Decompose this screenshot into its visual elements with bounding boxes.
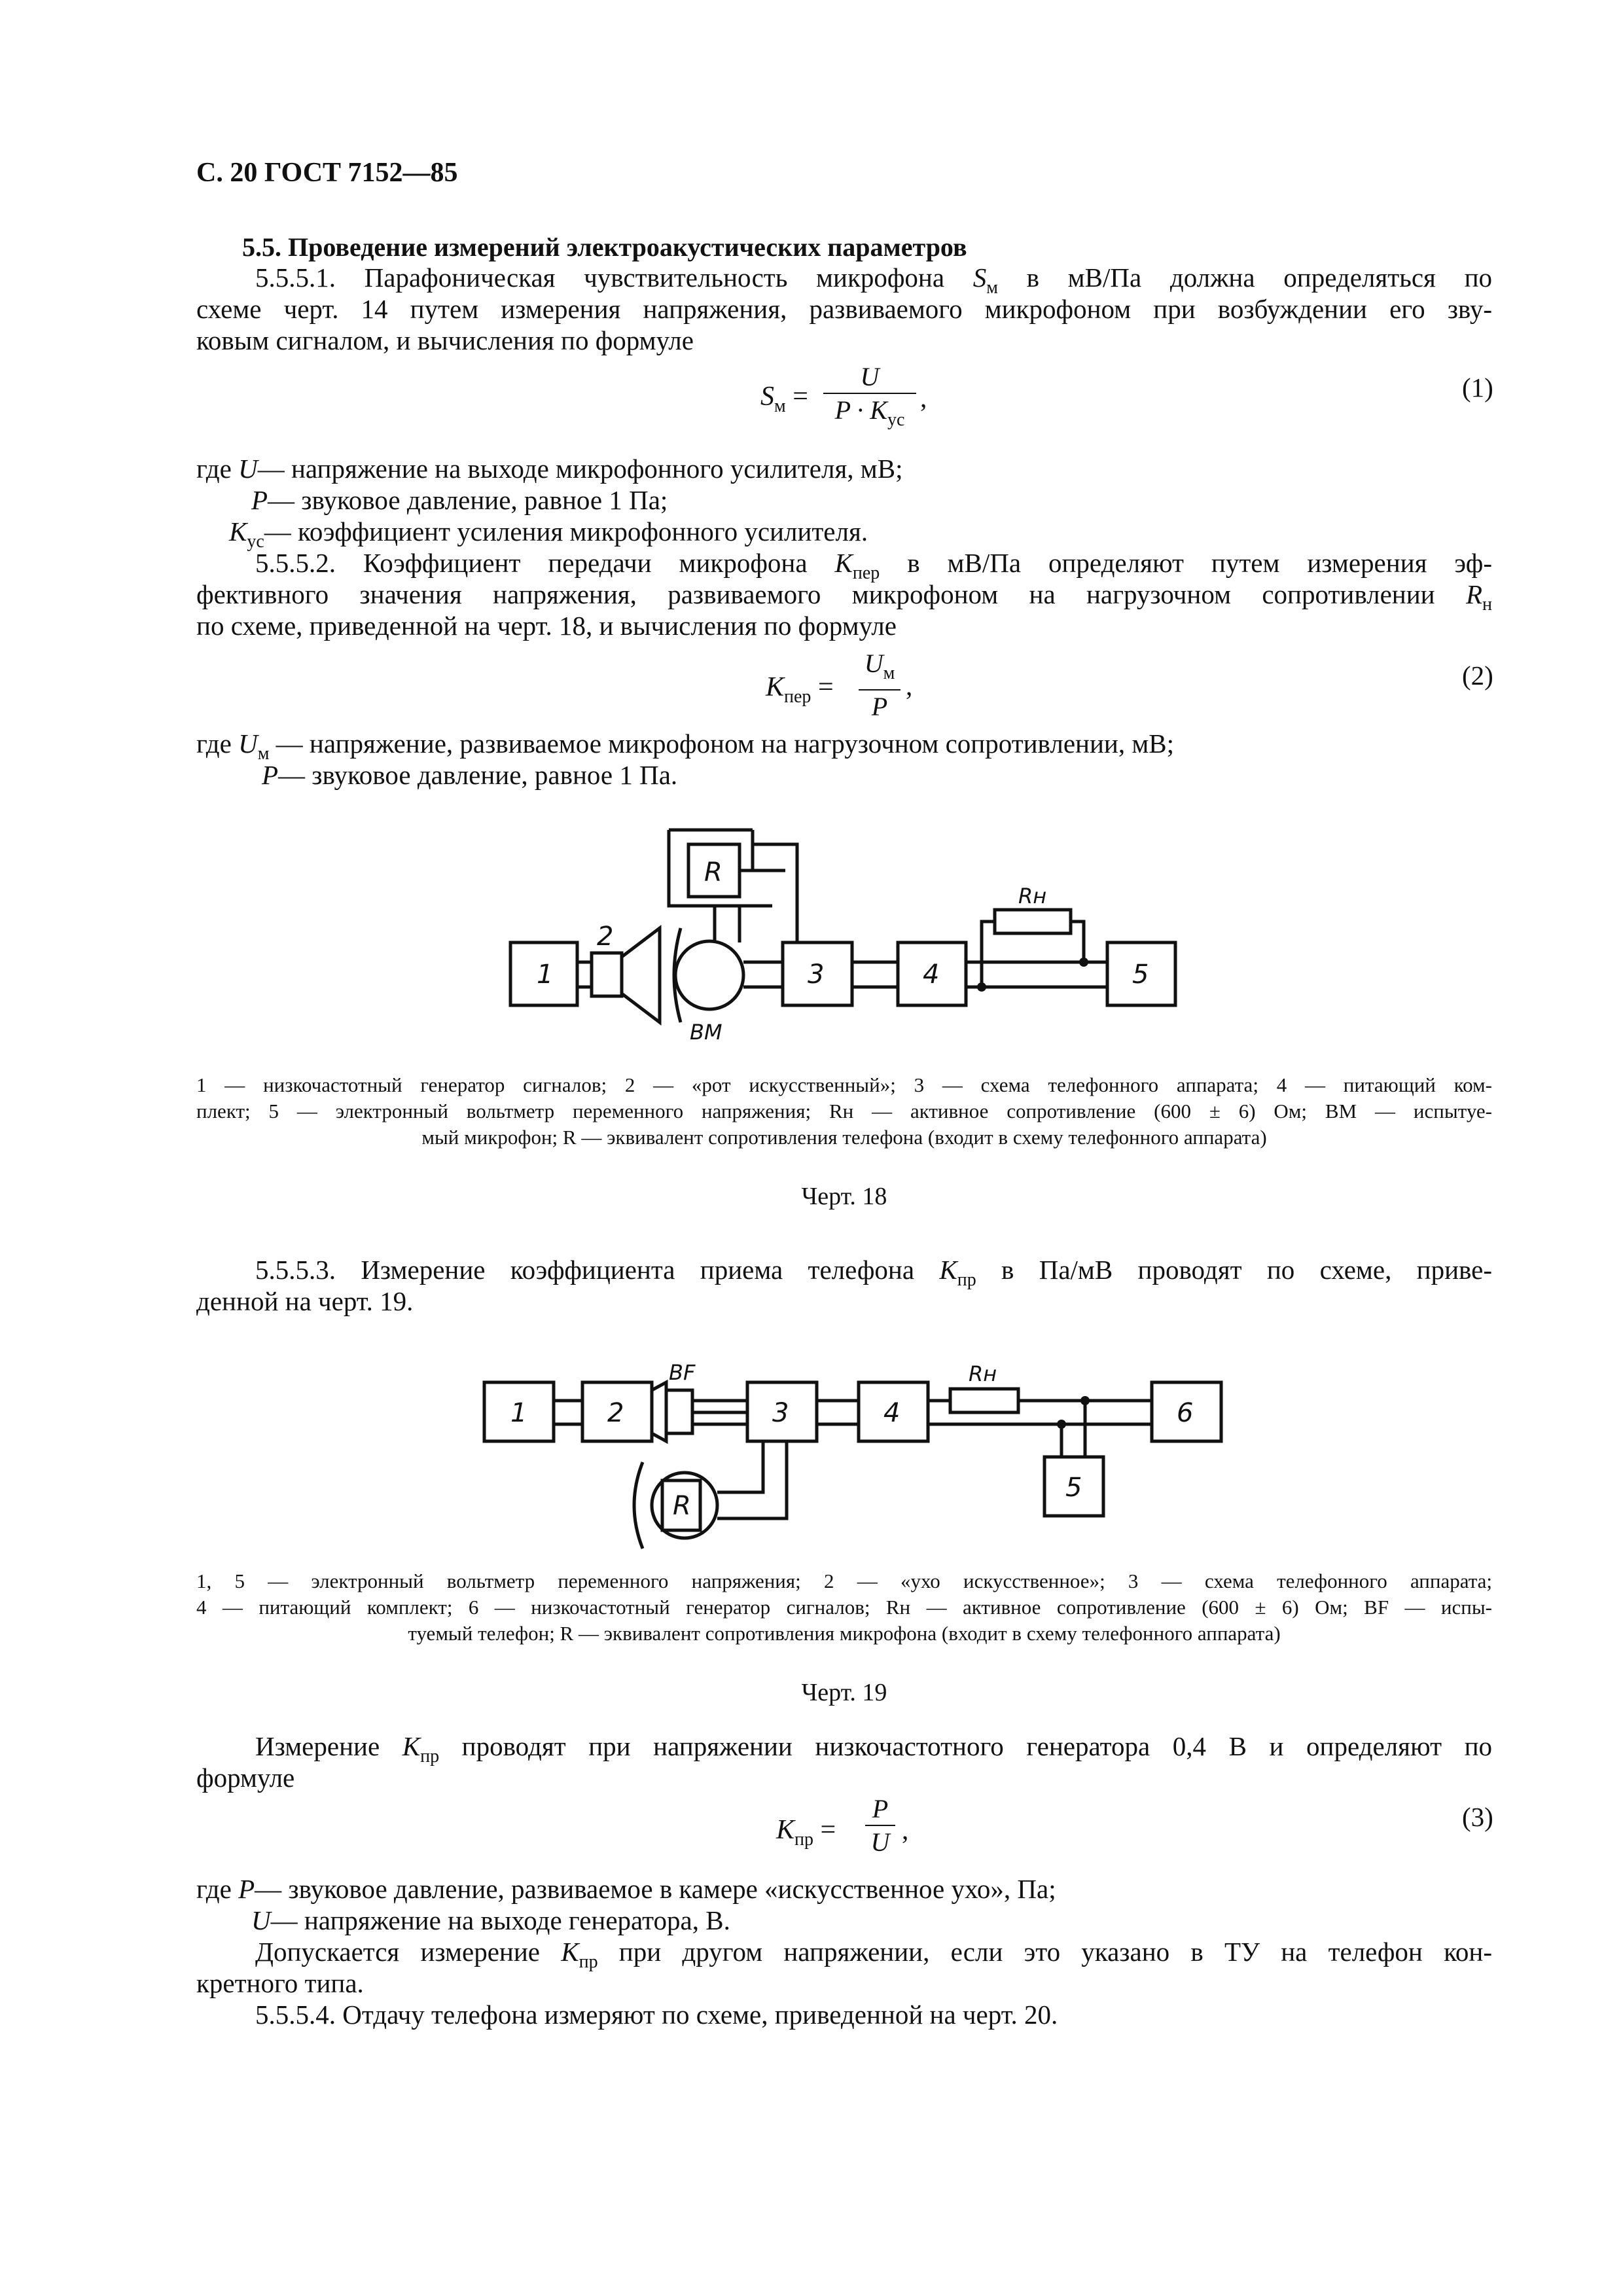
where-1-line-3: $K_{ус}—$ коэффициент усиления микрофонного усилителя.	[229, 516, 868, 552]
fig18-label-rh: Rн	[1018, 884, 1047, 908]
paragraph-5-5-5-3-line-2: денной на черт. 19.	[196, 1286, 414, 1316]
paragraph-allowed-line-2: кретного типа.	[196, 1968, 364, 1998]
where-3-line-1: где P— звуковое давление, развиваемое в камере «искусственное ухо», Па;	[196, 1874, 1056, 1904]
figure-19-caption-line-2: 4 — питающий комплект; 6 — низкочастотный генератор сигналов; Rн — активное сопротивление (600 ± 6) Ом; BF — испы-	[196, 1596, 1492, 1619]
paragraph-5-5-5-2-line-2: фективного значения напряжения, развиваемого микрофоном на нагрузочном сопротивлении $R_н$	[196, 579, 1492, 615]
where-3-line-2: U— напряжение на выходе генератора, В.	[251, 1905, 730, 1935]
fig18-label-4: 4	[923, 960, 940, 990]
paragraph-allowed-line-1: Допускается измерение $K_{пр}$ при другом напряжении, если это указано в ТУ на телефон кон-	[255, 1937, 1493, 1972]
where-1-line-1: где U— напряжение на выходе микрофонного усилителя, мВ;	[196, 454, 903, 484]
paragraph-5-5-5-1-line-2: схеме черт. 14 путем измерения напряжения, развиваемого микрофоном при возбуждении его зву-	[196, 294, 1492, 324]
fig19-label-3: 3	[772, 1398, 789, 1428]
fig19-label-2: 2	[607, 1398, 624, 1428]
paragraph-5-5-5-4: 5.5.5.4. Отдачу телефона измеряют по схеме, приведенной на черт. 20.	[255, 2000, 1058, 2030]
paragraph-5-5-5-1-line-1: 5.5.5.1. Парафоническая чувствительность микрофона $S_м$ в мВ/Па должна определяться по	[255, 262, 1493, 298]
figure-18-caption-line-3: мый микрофон; R — эквивалент сопротивления телефона (входит в схему телефонного аппарата)	[421, 1126, 1267, 1149]
fig18-label-3: 3	[808, 960, 825, 990]
section-title: 5.5. Проведение измерений электроакустических параметров	[242, 232, 967, 262]
fig19-label-rh: Rн	[969, 1361, 997, 1386]
fig18-label-5: 5	[1132, 960, 1149, 990]
fig19-label-5: 5	[1065, 1473, 1082, 1503]
equation-1-number: (1)	[1462, 372, 1493, 403]
paragraph-kpr-line-1: Измерение $K_{пр}$ проводят при напряжении низкочастотного генератора 0,4 В и определяют по	[255, 1731, 1493, 1767]
where-2-line-1: где $U_м$ — напряжение, развиваемое микрофоном на нагрузочном сопротивлении, мВ;	[196, 728, 1175, 764]
fig18-label-r: R	[704, 857, 722, 888]
figure-19-caption-line-3: туемый телефон; R — эквивалент сопротивления микрофона (входит в схему телефонного аппарата)	[408, 1622, 1281, 1645]
equation-2-number: (2)	[1462, 660, 1493, 691]
figure-18-title: Черт. 18	[801, 1183, 887, 1210]
fig18-label-2: 2	[597, 922, 614, 952]
paragraph-5-5-5-2-line-1: 5.5.5.2. Коэффициент передачи микрофона $K_{пер}$ в мВ/Па определяют путем измерения эф-	[255, 548, 1492, 583]
page-header: С. 20 ГОСТ 7152—85	[196, 158, 458, 188]
paragraph-kpr-line-2: формуле	[196, 1763, 295, 1793]
equation-3-number: (3)	[1462, 1802, 1493, 1832]
figure-19-title: Черт. 19	[801, 1679, 887, 1706]
where-2-line-2: P— звуковое давление, равное 1 Па.	[262, 760, 678, 790]
figure-18-caption-line-2: плект; 5 — электронный вольтметр переменного напряжения; Rн — активное сопротивление (600 ± 6) Ом; BM — испытуе-	[196, 1100, 1492, 1122]
fig19-label-1: 1	[510, 1398, 527, 1428]
paragraph-5-5-5-1-line-3: ковым сигналом, и вычисления по формуле	[196, 325, 694, 355]
fig18-label-bm: BM	[690, 1020, 722, 1045]
fig19-label-4: 4	[883, 1398, 901, 1428]
fig19-label-6: 6	[1177, 1398, 1194, 1428]
paragraph-5-5-5-3-line-1: 5.5.5.3. Измерение коэффициента приема телефона $K_{пр}$ в Па/мВ проводят по схеме, приве-	[255, 1255, 1492, 1290]
fig19-label-bf: BF	[669, 1360, 696, 1385]
fig19-label-r: R	[673, 1491, 691, 1521]
figure-19-caption-line-1: 1, 5 — электронный вольтметр переменного напряжения; 2 — «ухо искусственное»; 3 — схема телефонного аппарата;	[196, 1570, 1492, 1592]
fig18-label-1: 1	[537, 960, 554, 990]
figure-18-caption-line-1: 1 — низкочастотный генератор сигналов; 2 — «рот искусственный»; 3 — схема телефонного аппарата; 4 — питающий ком-	[196, 1073, 1492, 1096]
where-1-line-2: P— звуковое давление, равное 1 Па;	[251, 485, 668, 515]
paragraph-5-5-5-2-line-3: по схеме, приведенной на черт. 18, и вычисления по формуле	[196, 611, 897, 641]
